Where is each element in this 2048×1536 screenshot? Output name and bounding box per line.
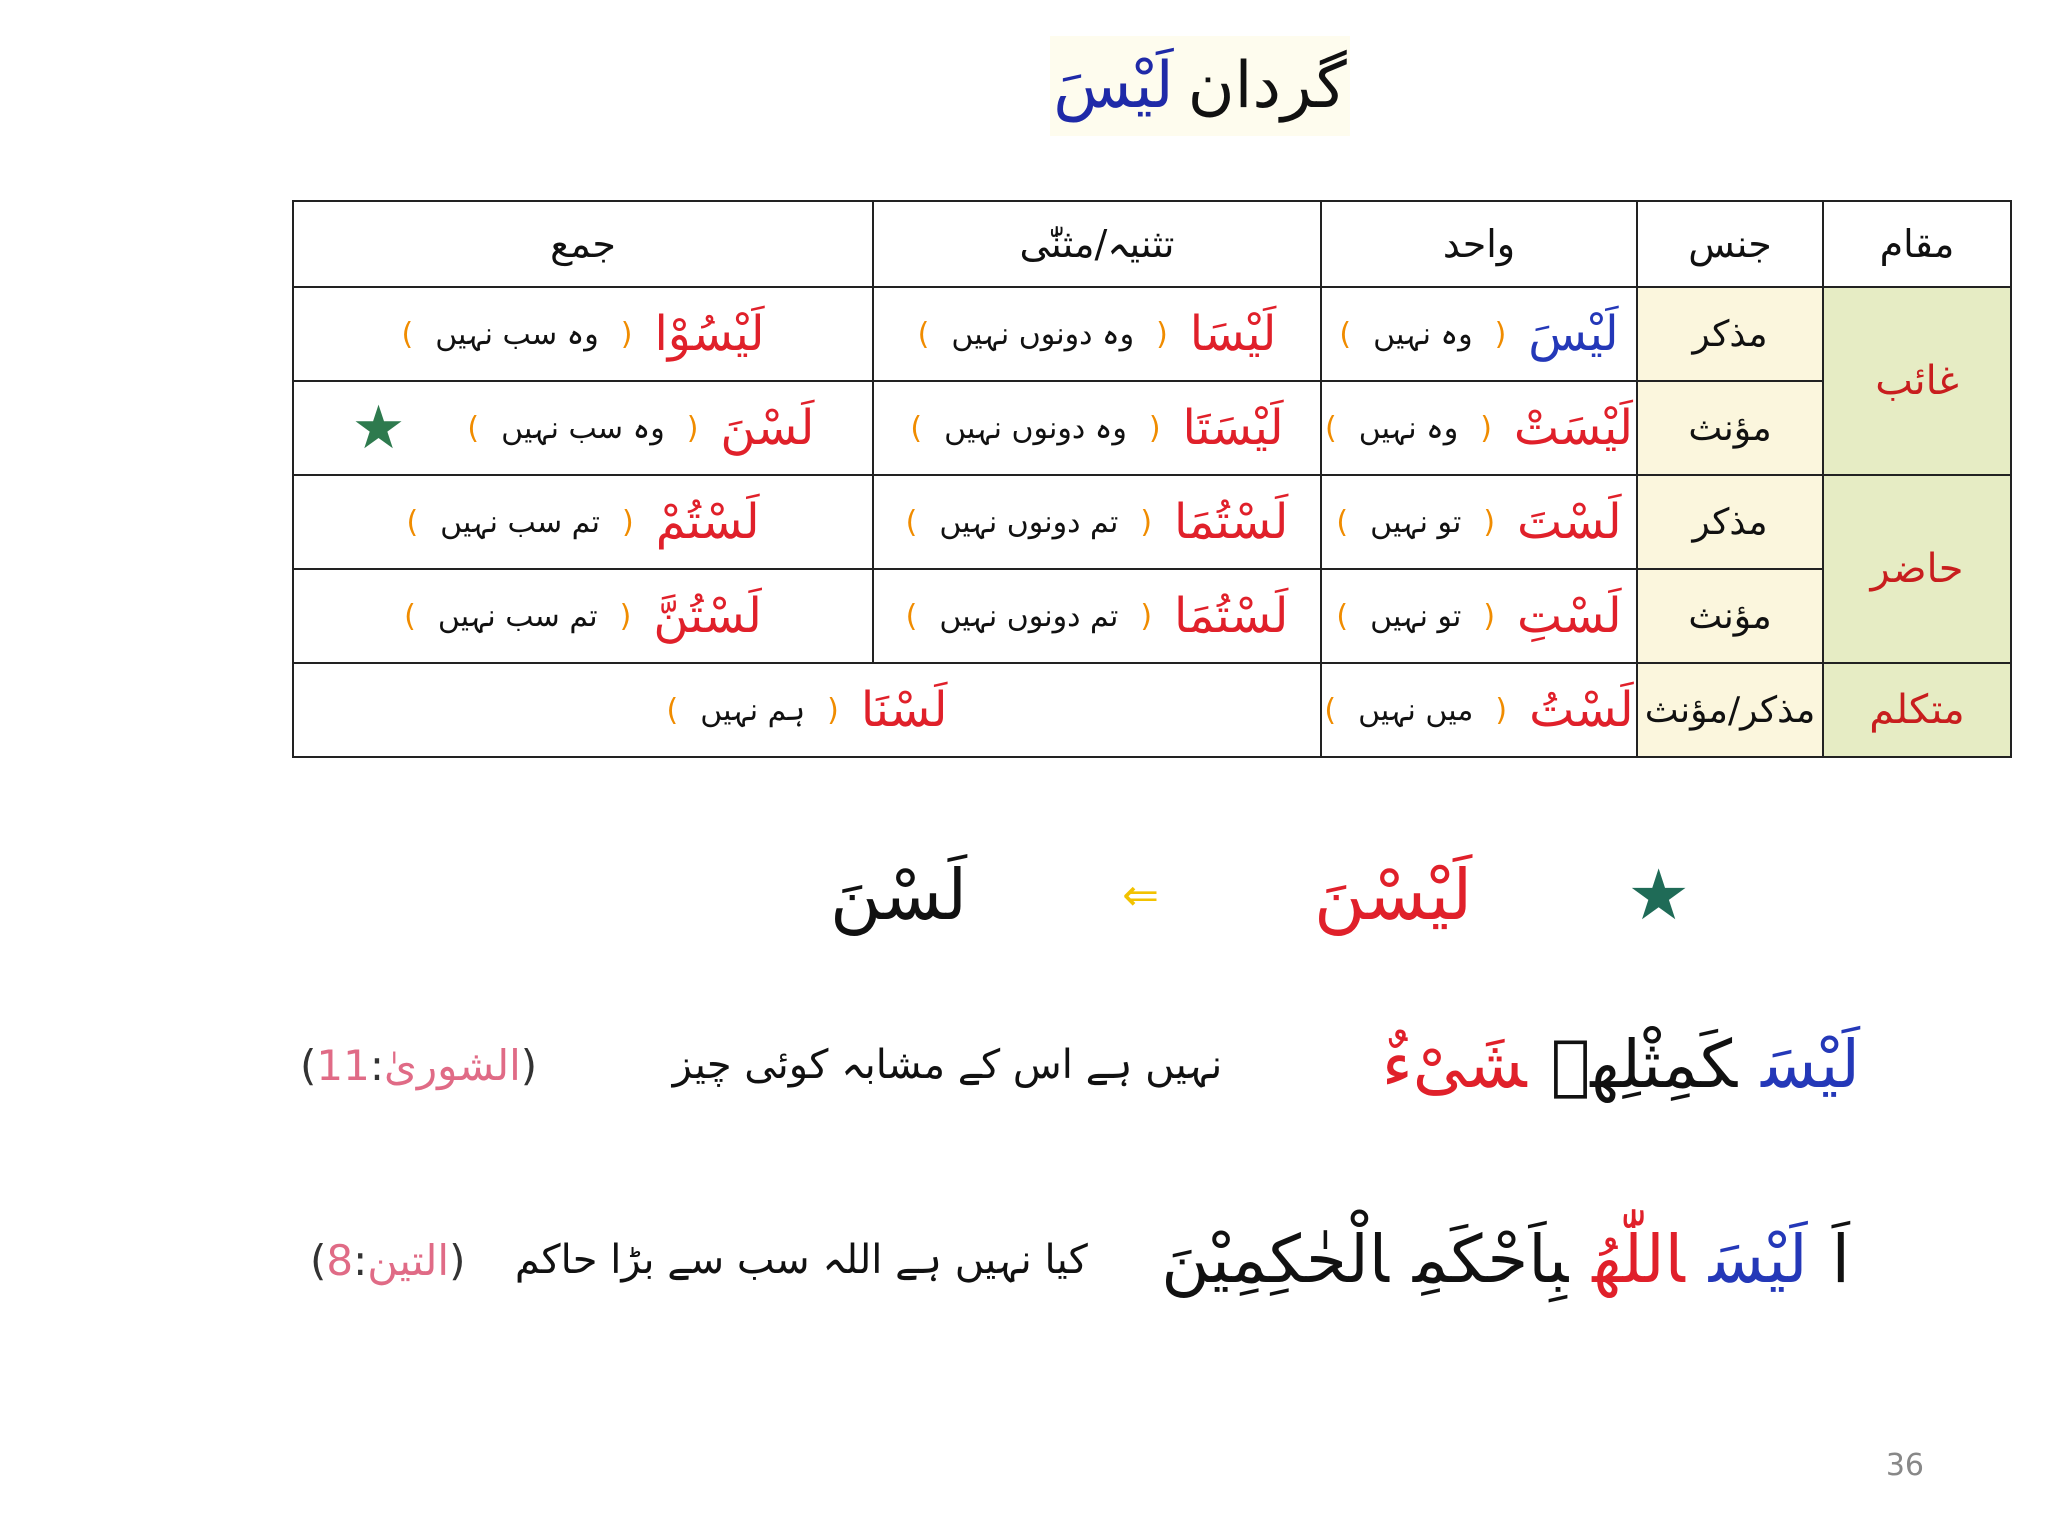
verse-word: اللّٰهُ <box>1592 1221 1685 1298</box>
verse-translation: نہیں ہے اس کے مشابہ کوئی چیز <box>672 1042 1223 1088</box>
verse-arabic <box>1137 1221 1850 1298</box>
gloss-text: ہم نہیں <box>700 692 806 728</box>
tasniya-cell: لَیْسَا ( وہ دونوں نہیں ) <box>873 287 1321 381</box>
gloss-text: تو نہیں <box>1370 504 1462 540</box>
verse-word: لَیْسَ <box>1708 1221 1808 1298</box>
table-row <box>293 287 2011 381</box>
conjugation-word: لَیْسَ <box>1528 306 1619 362</box>
verse-example-1 <box>300 1010 1860 1120</box>
arrow-icon: ⇐ <box>1122 869 1159 921</box>
jama-cell: لَسْنَا ( ہم نہیں ) <box>293 663 1321 757</box>
tasniya-cell: لَیْسَتَا ( وہ دونوں نہیں ) <box>873 381 1321 475</box>
verse-word: لَیْسَ <box>1761 1026 1860 1103</box>
jins-cell: مذکر <box>1637 287 1823 381</box>
title-label: گردان <box>1187 49 1347 123</box>
gloss-text: وہ نہیں <box>1373 316 1473 352</box>
slide-title <box>1050 36 1350 136</box>
verse-translation: کیا نہیں ہے اللہ سب سے بڑا حاکم <box>514 1237 1088 1283</box>
conjugation-word: لَیْسَا <box>1189 306 1277 362</box>
conjugation-word: لَیْسَتَا <box>1182 400 1284 456</box>
gloss-text: تم دونوں نہیں <box>939 598 1119 634</box>
jama-cell: لَسْنَ ( وہ سب نہیں ) ★ <box>293 381 873 475</box>
formula-row <box>830 840 1690 950</box>
verse-word: الْحٰكِمِیْنَ <box>1161 1221 1389 1298</box>
conjugation-word: لَسْتَ <box>1517 494 1622 550</box>
header-wahid: واحد <box>1321 201 1637 287</box>
conjugation-word: لَسْتِ <box>1517 588 1622 644</box>
gloss-text: وہ نہیں <box>1358 410 1459 446</box>
ref-ayah: 8 <box>326 1235 354 1285</box>
verse-word: اَ <box>1831 1221 1850 1298</box>
wahid-cell: لَیْسَ ( وہ نہیں ) <box>1321 287 1637 381</box>
wahid-cell: لَسْتَ ( تو نہیں ) <box>1321 475 1637 569</box>
table-row <box>293 381 2011 475</box>
maqam-label: متکلم <box>1869 687 1965 733</box>
jins-cell: مؤنث <box>1637 381 1823 475</box>
gloss-text: وہ سب نہیں <box>435 316 599 352</box>
verse-word: بِاَحْكَمِ <box>1412 1221 1569 1298</box>
header-jama: جمع <box>293 201 873 287</box>
verse-reference: ( الشوریٰ:11 ) <box>300 1040 538 1090</box>
jama-cell: لَیْسُوْا ( وہ سب نہیں ) <box>293 287 873 381</box>
conjugation-word: لَسْتُمَا <box>1174 494 1289 550</box>
star-icon: ★ <box>1627 854 1690 936</box>
conjugation-word: لَسْتُ <box>1529 682 1634 738</box>
formula-source <box>1314 854 1472 936</box>
wahid-cell: لَیْسَتْ ( وہ نہیں ) <box>1321 381 1637 475</box>
gloss-text: وہ دونوں نہیں <box>944 410 1127 446</box>
gloss-text: میں نہیں <box>1358 692 1474 728</box>
jins-cell: مؤنث <box>1637 569 1823 663</box>
conjugation-word: لَسْتُنَّ <box>653 588 762 644</box>
tasniya-cell: لَسْتُمَا ( تم دونوں نہیں ) <box>873 475 1321 569</box>
gloss-text: تم سب نہیں <box>440 504 600 540</box>
star-icon: ★ <box>351 393 406 463</box>
table-row <box>293 569 2011 663</box>
verse-reference: ( التین:8 ) <box>310 1235 466 1285</box>
jama-cell: لَسْتُنَّ ( تم سب نہیں ) <box>293 569 873 663</box>
ref-surah: الشوریٰ <box>384 1040 521 1090</box>
header-jins: جنس <box>1637 201 1823 287</box>
gloss-text: وہ دونوں نہیں <box>951 316 1135 352</box>
formula-result: لَسْنَ <box>830 854 968 936</box>
conjugation-word: لَسْنَا <box>860 682 948 738</box>
maqam-label: حاضر <box>1870 546 1964 592</box>
maqam-cell <box>1823 287 2011 475</box>
maqam-cell <box>1823 663 2011 757</box>
conjugation-word: لَیْسُوْا <box>654 306 765 362</box>
formula-source-word: لَیْسْنَ <box>1314 854 1473 936</box>
gloss-text: وہ سب نہیں <box>501 410 665 446</box>
table-row <box>293 475 2011 569</box>
verse-word: كَمِثْلِهٖ <box>1550 1026 1738 1103</box>
table-row <box>293 663 2011 757</box>
header-maqam: مقام <box>1823 201 2011 287</box>
verse-word: شَیْءٌ <box>1381 1026 1527 1103</box>
wahid-cell: لَسْتِ ( تو نہیں ) <box>1321 569 1637 663</box>
verse-example-2 <box>310 1200 1850 1320</box>
jama-cell: لَسْتُمْ ( تم سب نہیں ) <box>293 475 873 569</box>
maqam-cell <box>1823 475 2011 663</box>
jins-cell: مذکر/مؤنث <box>1637 663 1823 757</box>
ref-ayah: 11 <box>316 1040 370 1090</box>
conjugation-table <box>292 200 2012 758</box>
conjugation-word: لَسْتُمَا <box>1174 588 1289 644</box>
wahid-cell: لَسْتُ ( میں نہیں ) <box>1321 663 1637 757</box>
page-number: 36 <box>1885 1448 1924 1483</box>
gloss-text: تم دونوں نہیں <box>939 504 1119 540</box>
header-tasniya: تثنیہ/مثنّٰی <box>873 201 1321 287</box>
verse-arabic <box>1358 1026 1860 1103</box>
jins-cell: مذکر <box>1637 475 1823 569</box>
conjugation-word: لَسْتُمْ <box>655 494 760 550</box>
gloss-text: تو نہیں <box>1370 598 1462 634</box>
tasniya-cell: لَسْتُمَا ( تم دونوں نہیں ) <box>873 569 1321 663</box>
conjugation-word: لَیْسَتْ <box>1513 400 1633 456</box>
gloss-text: تم سب نہیں <box>437 598 598 634</box>
ref-surah: التین <box>367 1235 450 1285</box>
conjugation-word: لَسْنَ <box>720 400 815 456</box>
maqam-label: غائب <box>1875 358 1959 404</box>
title-word: لَیْسَ <box>1053 49 1174 123</box>
table-header-row <box>293 201 2011 287</box>
